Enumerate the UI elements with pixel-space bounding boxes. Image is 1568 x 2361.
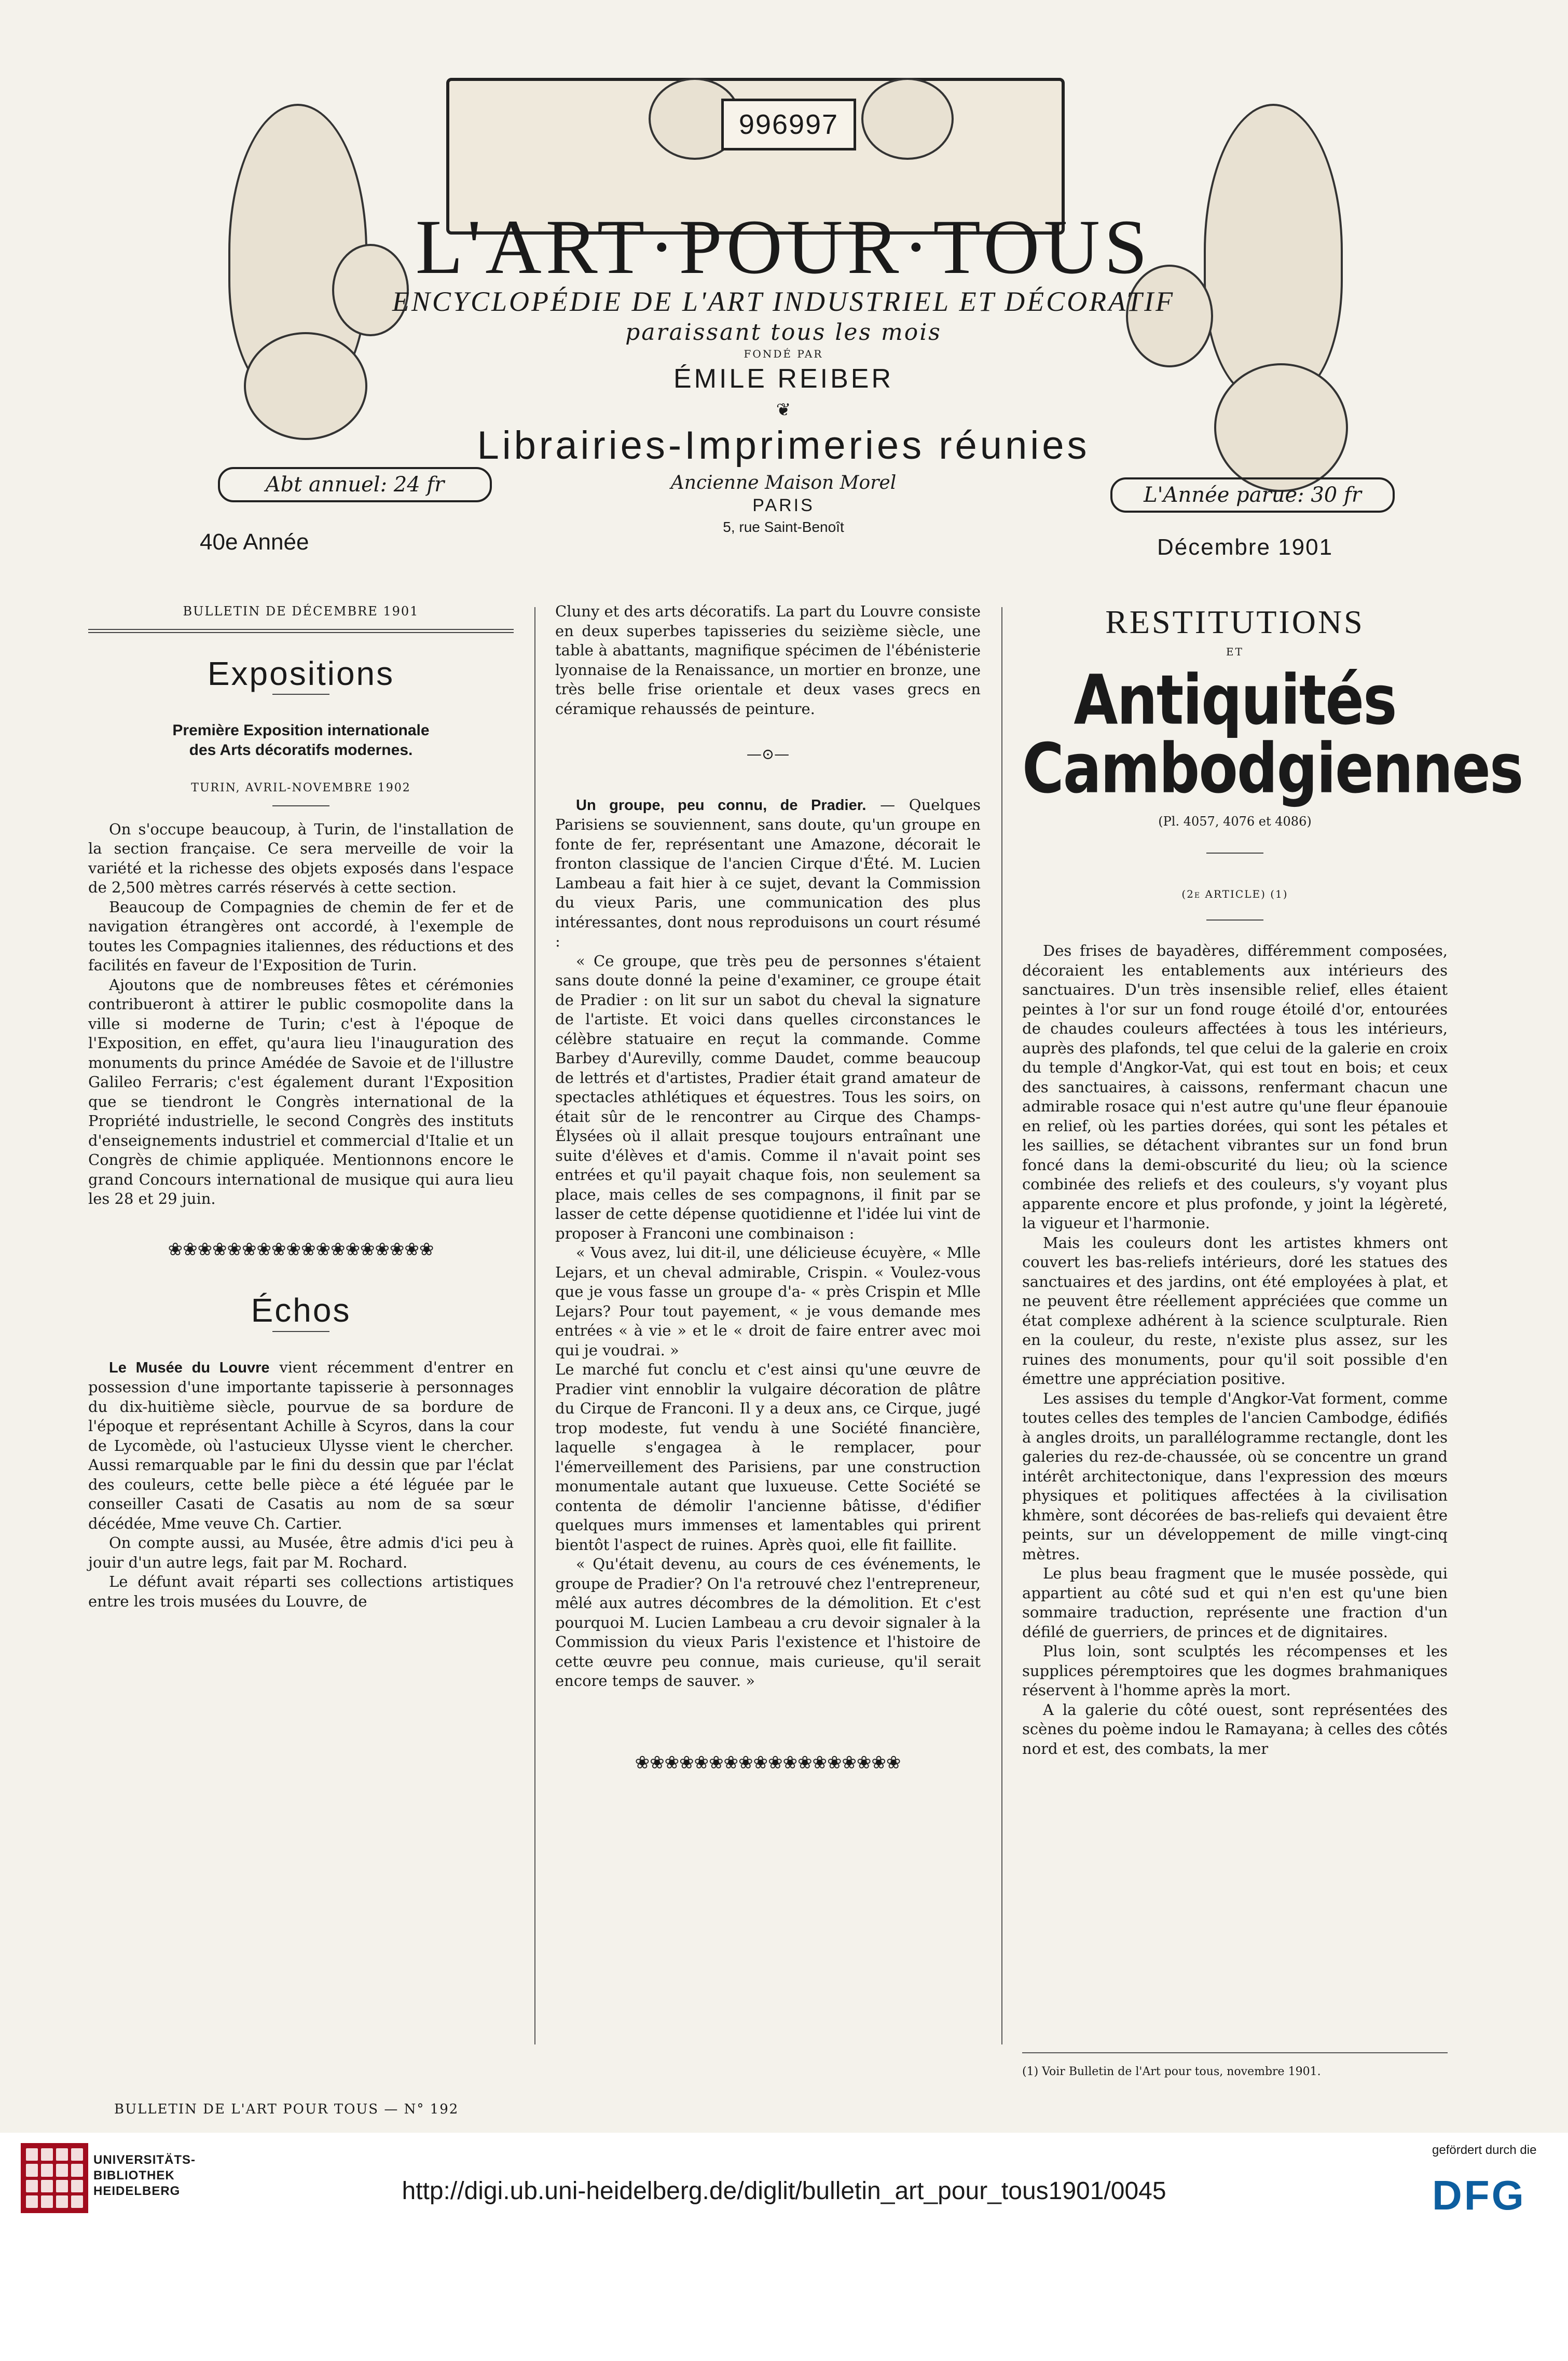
expositions-title: Expositions: [207, 654, 395, 692]
publisher-name: Librairies-Imprimeries réunies: [477, 423, 1090, 468]
paragraph: « Vous avez, lui dit-il, une délicieuse écuyère, « Mlle Lejars, et un cheval admirable, Crispin. « Voulez-vous que je vous fasse un groupe d'a- « près Crispin et Mlle Lejars? Pour tout payement, « je vous demande mes entrées « à vie » et le « droit de faire entrer avec moi qui je voudrai. »: [555, 1244, 981, 1359]
right-dolphin-ornament: [1214, 363, 1348, 492]
journal-subtitle: ENCYCLOPÉDIE DE L'ART INDUSTRIEL ET DÉCORATIF: [392, 286, 1175, 317]
founded-by-label: FONDÉ PAR: [744, 348, 823, 360]
paragraph: Le marché fut conclu et c'est ainsi qu'une œuvre de Pradier vint ennoblir la vulgaire décoration de plâtre du Cirque de Franconi. Il y a deux ans, ce Cirque, jugé trop modeste, fut vendu à une Société financière, laquelle s'engagea à le remplacer, pour l'émerveillement des Parisiens, par une construction monumentale autant que luxueuse. Cette Société se contenta de démolir l'ancienne bâtisse, d'édifier quelques murs immenses et lamentables qui prirent bientôt l'aspect de ruines. Après quoi, elle fit faillite.: [555, 1361, 981, 1554]
expo-heading-line-1: Première Exposition internationale: [172, 722, 430, 739]
university-name-line: UNIVERSITÄTS-: [93, 2153, 196, 2167]
column-right: [1022, 602, 1523, 1759]
ornament-divider: ❀❀❀❀❀❀❀❀❀❀❀❀❀❀❀❀❀❀: [635, 1753, 901, 1773]
column-divider-1: [534, 607, 535, 2044]
annual-price: L'Année parue: 30 fr: [1110, 477, 1395, 513]
volume-year: 40e Année: [200, 529, 309, 555]
footnote-rule: [1022, 2052, 1448, 2053]
column-divider-2: [1001, 607, 1002, 2044]
publisher-city: PARIS: [752, 496, 815, 515]
source-url-link[interactable]: http://digi.ub.uni-heidelberg.de/diglit/bulletin_art_pour_tous1901/0045: [402, 2177, 1166, 2205]
university-name-line: BIBLIOTHEK: [93, 2168, 175, 2182]
paragraph: A la galerie du côté ouest, sont représentées des scènes du poème indou le Ramayana; à celles des côtés nord et est, des combats, la mer: [1022, 1700, 1448, 1758]
paragraph: Plus loin, sont sculptés les récompenses et les supplices péremptoires que les dogmes brahmaniques réservent à l'homme après la mort.: [1022, 1642, 1448, 1699]
short-rule-5: [1206, 919, 1263, 921]
column-middle: [555, 602, 981, 1773]
paragraph: Beaucoup de Compagnies de chemin de fer et de navigation étrangères ont accordé, à l'exemple de toutes les Compagnies italiennes, des réductions et des facilités en faveur de l'Exposition de Turin.: [88, 898, 514, 974]
journal-title: L'ART·POUR·TOUS: [415, 204, 1152, 290]
louvre-lead: Le Musée du Louvre: [109, 1359, 270, 1376]
inventory-number: 996997: [721, 99, 856, 150]
paragraph: Le défunt avait réparti ses collections artistiques entre les trois musées du Louvre, de: [88, 1573, 514, 1610]
echos-title: Échos: [251, 1292, 351, 1329]
restitutions-title: RESTITUTIONS: [1105, 603, 1365, 640]
pradier-lead: Un groupe, peu connu, de Pradier.: [576, 797, 866, 814]
paragraph: On compte aussi, au Musée, être admis d'ici peu à jouir d'un autre legs, fait par M. Rochard.: [88, 1534, 514, 1571]
bulletin-header: BULLETIN DE DÉCEMBRE 1901: [183, 604, 419, 619]
paragraph: Mais les couleurs dont les artistes khmers ont couvert les bas-reliefs intérieurs, doré les statues des sanctuaires et des jardins, ont été employées à plat, et ne peuvent être réellement appréciées que comme un état complexe adhérent à la science sculpturale. Rien en la couleur, du reste, n'existe plus assez, sur les ruines des monuments, pour qu'il soit possible d'en émettre une appréciation positive.: [1022, 1233, 1448, 1388]
paragraph: On s'occupe beaucoup, à Turin, de l'installation de la section française. Ce sera merveille de voir la variété et la richesse des objets exposés dans l'espace de 2,500 mètres carrés réservés à cette section.: [88, 820, 514, 896]
separator: —⊙—: [746, 745, 790, 763]
issue-date: Décembre 1901: [1157, 534, 1333, 560]
article-number: (2e ARTICLE) (1): [1181, 887, 1288, 900]
bulletin-footer: BULLETIN DE L'ART POUR TOUS — N° 192: [114, 2102, 459, 2117]
short-rule-4: [1206, 853, 1263, 854]
publisher-address: 5, rue Saint-Benoît: [723, 519, 844, 535]
dfg-logo-text: DFG: [1432, 2172, 1526, 2218]
expo-heading-line-2: des Arts décoratifs modernes.: [189, 741, 413, 759]
funded-by-label: gefördert durch die: [1432, 2143, 1537, 2157]
paragraph: Cluny et des arts décoratifs. La part du Louvre consiste en deux superbes tapisseries du seizième siècle, une table à abattants, magnifique spécimen de l'ébénisterie lyonnaise de la Renaissance, un mortier en bronze, une très belle frise orientale et deux vases grecs en céramique rehaussés de peinture.: [555, 602, 981, 718]
louvre-text: vient récemment d'entrer en possession d'une importante tapisserie à personnages du dix-huitième siècle, pourvue de sa bordure de l'époque et représentant Achille à Scyros, dans la cour de Lycomède, où l'astucieux Ulysse vient le chercher. Aussi remarquable par le fini du dessin que par l'éclat des couleurs, cette belle pièce a été léguée par le conseiller Casati de Casatis au nom de sa sœur décédée, Mme veuve Ch. Cartier.: [88, 1358, 514, 1532]
restitutions-et: ET: [1226, 645, 1244, 658]
header-rule-2: [88, 632, 514, 633]
top-right-cherub-figure: [861, 78, 954, 160]
paragraph: [88, 1358, 514, 1534]
plates-reference: (Pl. 4057, 4076 et 4086): [1158, 814, 1312, 829]
footnote: (1) Voir Bulletin de l'Art pour tous, novembre 1901.: [1022, 2065, 1321, 2078]
column-left: [88, 602, 514, 1611]
masthead-ornament: ❦: [776, 400, 791, 420]
paragraph: Les assises du temple d'Angkor-Vat forment, comme toutes celles des temples de l'ancien Cambodge, édifiés à angles droits, un parallélogramme rectangle, dont les galeries du rez-de-chaussée, où se concentre un grand intérêt architectonique, dans l'expression des mœurs physiques et politiques affectées à la civilisation khmère, sont décorées de bas-reliefs qui devaient être peints, sur un développement de mille vingt-cinq mètres.: [1022, 1389, 1448, 1563]
antiquites-title: Antiquités Cambodgiennes: [1022, 660, 1523, 808]
publisher-former-house: Ancienne Maison Morel: [670, 472, 897, 493]
paragraph: Des frises de bayadères, différemment composées, décoraient les entablements aux intérieurs des sanctuaires. D'un très insensible relief, elles étaient peintes à l'or sur un fond rouge étoilé d'or, entourées de chaudes couleurs affectées à tous les intérieurs, auprès des plafonds, tel que celui de la galerie en croix du temple d'Angkor-Vat, qui est tout en bois; et ceux des sanctuaires, à caissons, renfermant chacun une admirable rosace qui n'est autre qu'une fleur épanouie en relief, où les parties dorées, qui sont les pétales et les saillies, se détachent vibrantes sur un fond brun foncé dans la demi-obscurité du lieu; où la science combinée des reliefs et des couleurs, s'y voyant plus apparente encore et plus profonde, y joint la légèreté, la vigueur et l'harmonie.: [1022, 942, 1448, 1232]
subscription-price: Abt annuel: 24 fr: [218, 467, 492, 502]
paragraph: « Ce groupe, que très peu de personnes s'étaient sans doute donné la peine d'examiner, ce groupe était de Pradier : on lit sur un sabot du cheval la signature de l'artiste. Et voici dans quelles circonstances le célèbre statuaire en reçut la commande. Comme Barbey d'Aurevilly, comme Daudet, comme beaucoup de lettrés et d'artistes, Pradier était grand amateur de spectacles athlétiques et équestres. Tous les soirs, on était sûr de le rencontrer au Cirque des Champs-Élysées où il allait presque toujours entraînant une suite d'élèves et d'amis. Comme il n'avait point ses entrées et qu'il payait chaque fois, non seulement sa place, mais celles de ses compagnons, il finit par se lasser de cette dépense quotidienne et l'idée lui vint de proposer à Franconi une combinaison :: [555, 952, 981, 1242]
short-rule-2: [272, 805, 329, 806]
journal-tagline: paraissant tous les mois: [625, 319, 942, 346]
expo-place: TURIN, AVRIL-NOVEMBRE 1902: [191, 781, 411, 794]
library-footer-bar: [0, 2133, 1568, 2361]
founder-name: ÉMILE REIBER: [673, 364, 894, 394]
short-rule: [272, 694, 329, 695]
university-name-line: HEIDELBERG: [93, 2184, 181, 2198]
paragraph: « Qu'était devenu, au cours de ces événements, le groupe de Pradier? On l'a retrouvé chez l'entrepreneur, mêlé aux autres décombres de la démolition. Et c'est pourquoi M. Lucien Lambeau a cru devoir signaler à la Commission du vieux Paris l'existence et l'histoire de cette œuvre peu connue, mais curieuse, qu'il serait encore temps de sauver. »: [555, 1555, 981, 1690]
paragraph: [555, 795, 981, 952]
pradier-text: — Quelques Parisiens se souviennent, sans doute, qu'un groupe en fonte de fer, représentant une Amazone, décorait le fronton classique de l'ancien Cirque d'Été. M. Lucien Lambeau a fait hier à ce sujet, devant la Commission du vieux Paris, une communication des plus intéressantes, dont nous reproduisons un court résumé :: [555, 795, 981, 950]
dfg-logo: [1432, 2172, 1526, 2219]
ornament-divider: ❀❀❀❀❀❀❀❀❀❀❀❀❀❀❀❀❀❀: [168, 1240, 434, 1259]
paragraph: Ajoutons que de nombreuses fêtes et cérémonies contribueront à attirer le public cosmopolite dans la ville si moderne de Turin; c'est à l'époque de l'Exposition, en effet, qu'aura lieu l'inauguration des monuments du prince Amédée de Savoie et de l'illustre Galileo Ferraris; c'est également durant l'Exposition que se tiendront le Congrès international de la Propriété industrielle, le second Congrès des instituts d'enseignements industriel et commercial d'Italie et un Congrès de chimie appliquée. Mentionnons encore le grand Concours international de musique qui aura lieu les 28 et 29 juin.: [88, 976, 514, 1207]
short-rule-3: [272, 1331, 329, 1332]
right-caryatid-figure: [1204, 104, 1343, 399]
header-rule: [88, 629, 514, 630]
paragraph: Le plus beau fragment que le musée possède, qui appartient au côté sud et qui n'en est qu'une bien sommaire traduction, représente une fraction d'un défilé de guerriers, de princes et de dignitaires.: [1022, 1564, 1448, 1641]
